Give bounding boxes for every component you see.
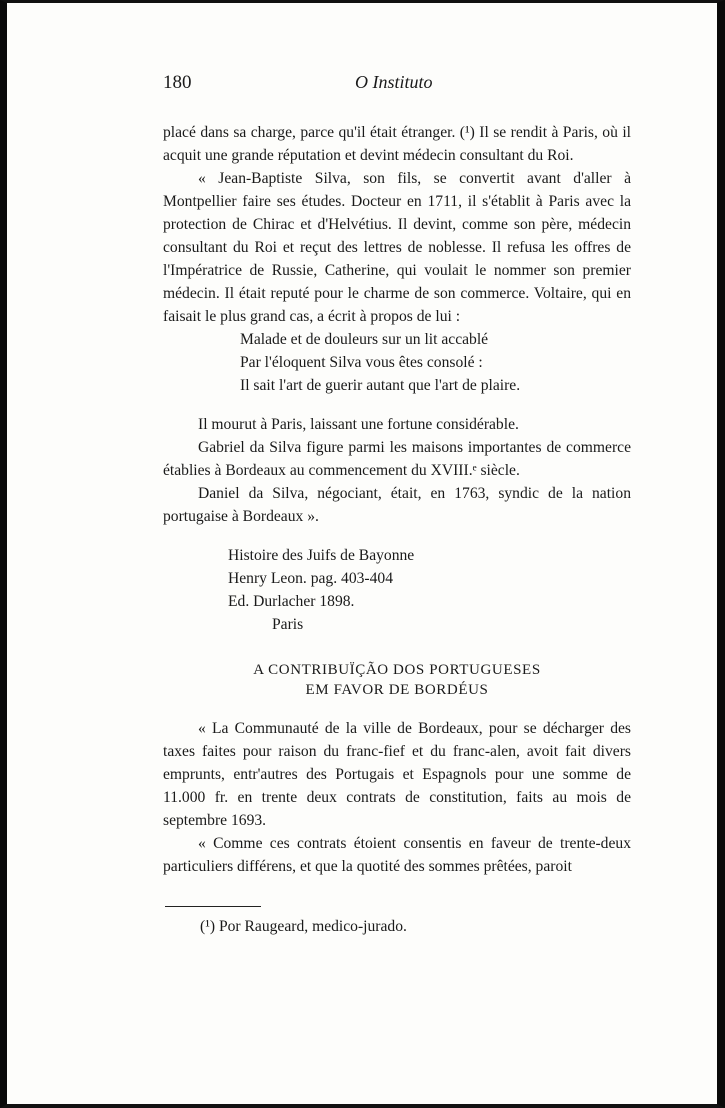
- footnote: (¹) Por Raugeard, medico-jurado.: [200, 918, 407, 935]
- running-title: O Instituto: [355, 72, 433, 92]
- paragraph: « Comme ces contrats étoient consentis en faveur de trente-deux particuliers différens, et que la quotité des sommes prêtées, paroit: [163, 835, 631, 875]
- paragraph: « Jean-Baptiste Silva, son fils, se convertit avant d'aller à Montpellier faire ses études. Docteur en 1711, il s'établit à Paris avec la protection de Chirac et d'Helvétius. Il devint, comme son père, médecin consultant du Roi et reçut des lettres de noblesse. Il refusa les offres de l'Impératrice de Russie, Catherine, qui voulait le nommer son premier médecin. Il était reputé pour le charme de son commerce. Voltaire, qui en faisait le plus grand cas, a écrit à propos de lui :: [163, 170, 631, 325]
- bibliographic-citation: [228, 544, 631, 636]
- footnote-divider: [165, 906, 261, 907]
- page-number: 180: [163, 72, 192, 93]
- verse-line: Il sait l'art de guerir autant que l'art de plaire.: [240, 377, 521, 394]
- verse-line: Par l'éloquent Silva vous êtes consolé :: [240, 354, 483, 371]
- section-title: [163, 660, 631, 700]
- citation-line: Henry Leon. pag. 403-404: [228, 570, 393, 587]
- section-title-line: A CONTRIBUÏÇÃO DOS PORTUGUESES: [253, 662, 541, 678]
- paragraph: Daniel da Silva, négociant, était, en 1763, syndic de la nation portugaise à Bordeaux ».: [163, 485, 631, 525]
- page-header: [163, 72, 633, 98]
- citation-line: Ed. Durlacher 1898.: [228, 593, 355, 610]
- citation-line: Histoire des Juifs de Bayonne: [228, 547, 415, 564]
- paragraph: placé dans sa charge, parce qu'il était étranger. (¹) Il se rendit à Paris, où il acquit une grande réputation et devint médecin consultant du Roi.: [163, 124, 631, 164]
- paragraph: Il mourut à Paris, laissant une fortune considérable.: [198, 416, 519, 433]
- verse-quote: [240, 328, 631, 397]
- paragraph: Gabriel da Silva figure parmi les maisons importantes de commerce établies à Bordeaux au commencement du XVIII.ᵉ siècle.: [163, 439, 631, 479]
- section-title-line: EM FAVOR DE BORDÉUS: [305, 682, 489, 698]
- paragraph: « La Communauté de la ville de Bordeaux, pour se décharger des taxes faites pour raison du franc-fief et du franc-alen, avoit fait divers emprunts, entr'autres des Portugais et Espagnols pour une somme de 11.000 fr. en trente deux contrats de constitution, faits au mois de septembre 1693.: [163, 720, 631, 829]
- verse-line: Malade et de douleurs sur un lit accablé: [240, 331, 489, 348]
- body-text: [163, 121, 631, 878]
- citation-line: Paris: [272, 616, 304, 633]
